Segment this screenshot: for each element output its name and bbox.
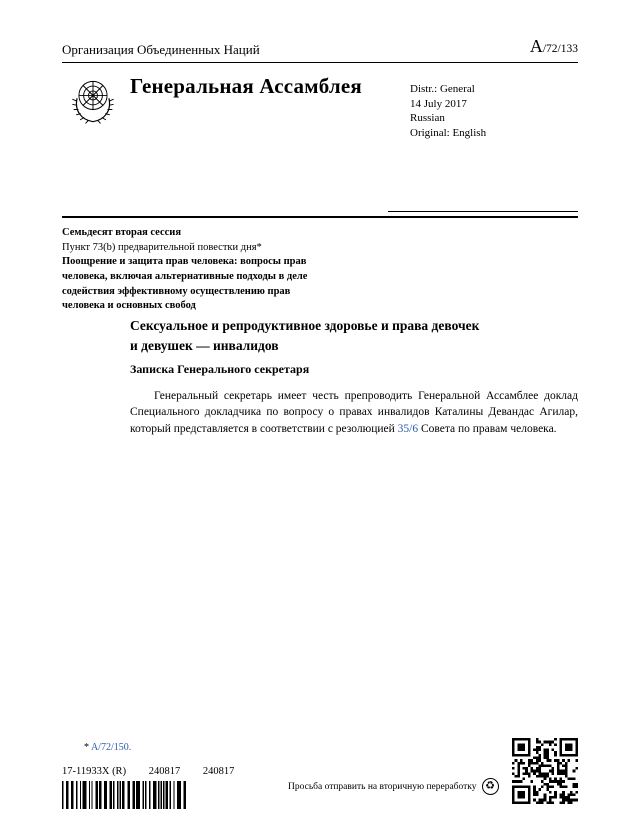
date-code: 240817	[202, 766, 235, 777]
doc-symbol	[530, 36, 578, 57]
distr-rule	[388, 211, 578, 212]
footnote	[84, 742, 131, 753]
resolution-link[interactable]: 35/6	[397, 422, 419, 435]
job-number: 17-11933X (R)	[62, 766, 127, 777]
qr-code	[512, 738, 578, 804]
body-paragraph	[130, 388, 578, 437]
job-number-line	[62, 766, 234, 777]
distr-original: Original: English	[410, 126, 487, 139]
footnote-marker: *	[84, 742, 89, 753]
session-block	[62, 226, 318, 314]
un-emblem-icon	[63, 72, 123, 132]
distr-block	[410, 82, 486, 140]
masthead-rule	[62, 216, 578, 218]
paragraph-text-before: Генеральный секретарь имеет честь препроводить Генеральной Ассамблее доклад Специального докладчика по вопросу о правах инвалидов Каталины Девандас Агилар, который представляется в соответствии с резолюцией	[130, 390, 578, 435]
recycle-text: Просьба отправить на вторичную переработку	[288, 781, 477, 792]
org-name: Организация Объединенных Наций	[62, 42, 260, 57]
document-title: Сексуальное и репродуктивное здоровье и права девочек и девушек — инвалидов	[130, 318, 480, 353]
footnote-link[interactable]: A/72/150.	[90, 742, 132, 753]
recycle-icon: ♻	[482, 778, 499, 795]
session-number: Семьдесят вторая сессия	[62, 227, 182, 238]
doc-symbol-number: /72/133	[542, 43, 578, 55]
agenda-title: Поощрение и защита прав человека: вопросы прав человека, включая альтернативные подходы в деле содействия эффективному осуществлению прав человека и основных свобод	[62, 256, 308, 312]
assembly-title: Генеральная Ассамблея	[130, 74, 362, 98]
distr-language: Russian	[410, 112, 445, 125]
paragraph-text-after: Совета по правам человека.	[418, 422, 557, 435]
barcode	[62, 781, 190, 809]
agenda-item: Пункт 73(b) предварительной повестки дня*	[62, 241, 262, 253]
distr-date: 14 July 2017	[410, 97, 467, 110]
distr-line: Distr.: General	[410, 83, 475, 95]
document-subtitle: Записка Генерального секретаря	[130, 362, 310, 376]
doc-symbol-letter: A	[529, 36, 543, 56]
recycle-note	[288, 778, 499, 795]
header-rule	[62, 62, 578, 63]
date-code: 240817	[148, 766, 181, 777]
